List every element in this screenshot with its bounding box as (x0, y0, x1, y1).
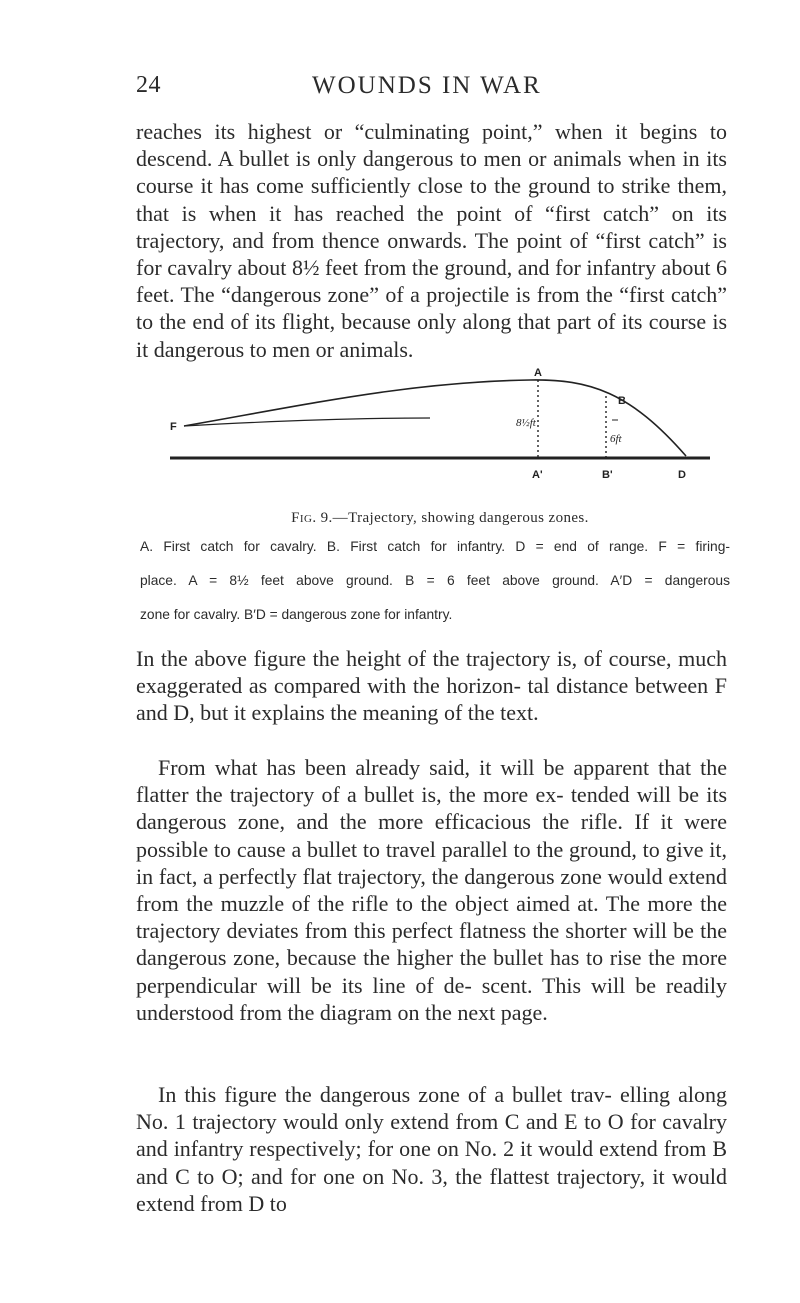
text-line: muzzle of the rifle to the object aimed at. The more the (220, 891, 727, 917)
paragraph-next-figure (136, 1081, 727, 1217)
label-infantry-ground: B' (602, 469, 613, 481)
text-line: 8½ feet from the ground, and for infantry about 6 feet. (136, 255, 727, 308)
paragraph-flat-trajectory (136, 754, 727, 1026)
label-infantry-height: 6ft (610, 433, 622, 445)
label-range-end: D (678, 469, 686, 481)
text-line: on No. 2 it would extend from B and C to O; and for one (136, 1136, 728, 1189)
text-line: on the next page. (397, 999, 548, 1025)
text-line: elling along No. 1 trajectory would only extend from C (136, 1082, 728, 1135)
paragraph (136, 1081, 727, 1217)
trajectory-diagram (170, 362, 710, 494)
text-line: From what has been already said, it will be apparent (158, 755, 650, 780)
text-line: course, much exaggerated as compared with the horizon- (136, 646, 727, 699)
legend-line: A. First catch for cavalry. B. First catch for infantry. D = end of range. F = firing- (140, 539, 730, 554)
paragraph (136, 754, 727, 1026)
running-head: WOUNDS IN WAR (312, 72, 542, 99)
text-line: trajectory, the dangerous zone would extend from the (136, 863, 727, 917)
text-line: will be the dangerous zone, because the higher the bullet (136, 918, 727, 971)
text-line: and E to O for cavalry and infantry respectively; for one (136, 1109, 728, 1162)
text-line: has to rise the more perpendicular will be its line of de- (136, 945, 728, 998)
text-line: when in its course it has come sufficiently close to the (136, 146, 727, 199)
page-number: 24 (136, 72, 161, 98)
figure-9 (140, 362, 740, 622)
text-line: trajectory deviates from this perfect flatness the shorter (136, 918, 627, 944)
text-line: scent. This will be readily understood from the diagram (136, 972, 727, 1025)
text-line: The “dangerous zone” of a projectile is from the “first (180, 282, 665, 308)
figure-caption-text: —Trajectory, showing dangerous zones. (332, 510, 589, 526)
text-line: of its course is it dangerous to men or animals. (136, 309, 728, 362)
figure-legend (140, 538, 730, 623)
text-line: catch” to the end of its flight, because only along that part (136, 282, 728, 335)
text-line: on No. 3, the flattest trajectory, it would extend from D to (136, 1163, 728, 1216)
label-cavalry-catch: A (534, 367, 542, 379)
text-line: In this figure the dangerous zone of a bullet trav- (158, 1082, 612, 1107)
label-cavalry-height: 8½ft (516, 417, 536, 429)
text-line: the rifle. If it were possible to cause a bullet to travel (136, 809, 728, 862)
text-line: point of “first catch” on its trajectory, and from thence (136, 200, 727, 253)
text-line: ground to strike them, that is when it has reached the (136, 173, 727, 226)
page-header (0, 62, 800, 102)
text-line: to descend. A bullet is only dangerous to men or animals (136, 119, 727, 172)
top-paragraph (136, 118, 727, 363)
text-line: tal distance between F and D, but it explains the meaning (136, 673, 727, 726)
figure-number: Fig. 9. (291, 510, 333, 526)
paragraph (136, 645, 727, 727)
label-cavalry-ground: A' (532, 469, 543, 481)
legend-line: place. A = 8½ feet above ground. B = 6 feet above ground. A′D = dangerous (140, 573, 730, 588)
text-line: In the above figure the height of the trajectory is, of (136, 646, 603, 671)
legend-line: zone for cavalry. B′D = dangerous zone for infantry. (140, 607, 453, 622)
label-infantry-catch: B (618, 395, 626, 407)
text-line: reaches its highest or “culminating point,” when it begins (136, 119, 698, 144)
paragraph (136, 118, 727, 363)
text-line: tended will be its dangerous zone, and the more efficacious (136, 782, 728, 835)
label-firing-place: F (170, 421, 177, 433)
figure-caption (140, 510, 740, 527)
text-line: that the flatter the trajectory of a bullet is, the more ex- (136, 755, 727, 808)
text-line: of the text. (443, 700, 539, 726)
text-line: parallel to the ground, to give it, in fact, a perfectly flat (136, 836, 727, 889)
text-line: onwards. The point of “first catch” is for cavalry about (136, 227, 727, 281)
paragraph-figure-explanation (136, 645, 727, 727)
